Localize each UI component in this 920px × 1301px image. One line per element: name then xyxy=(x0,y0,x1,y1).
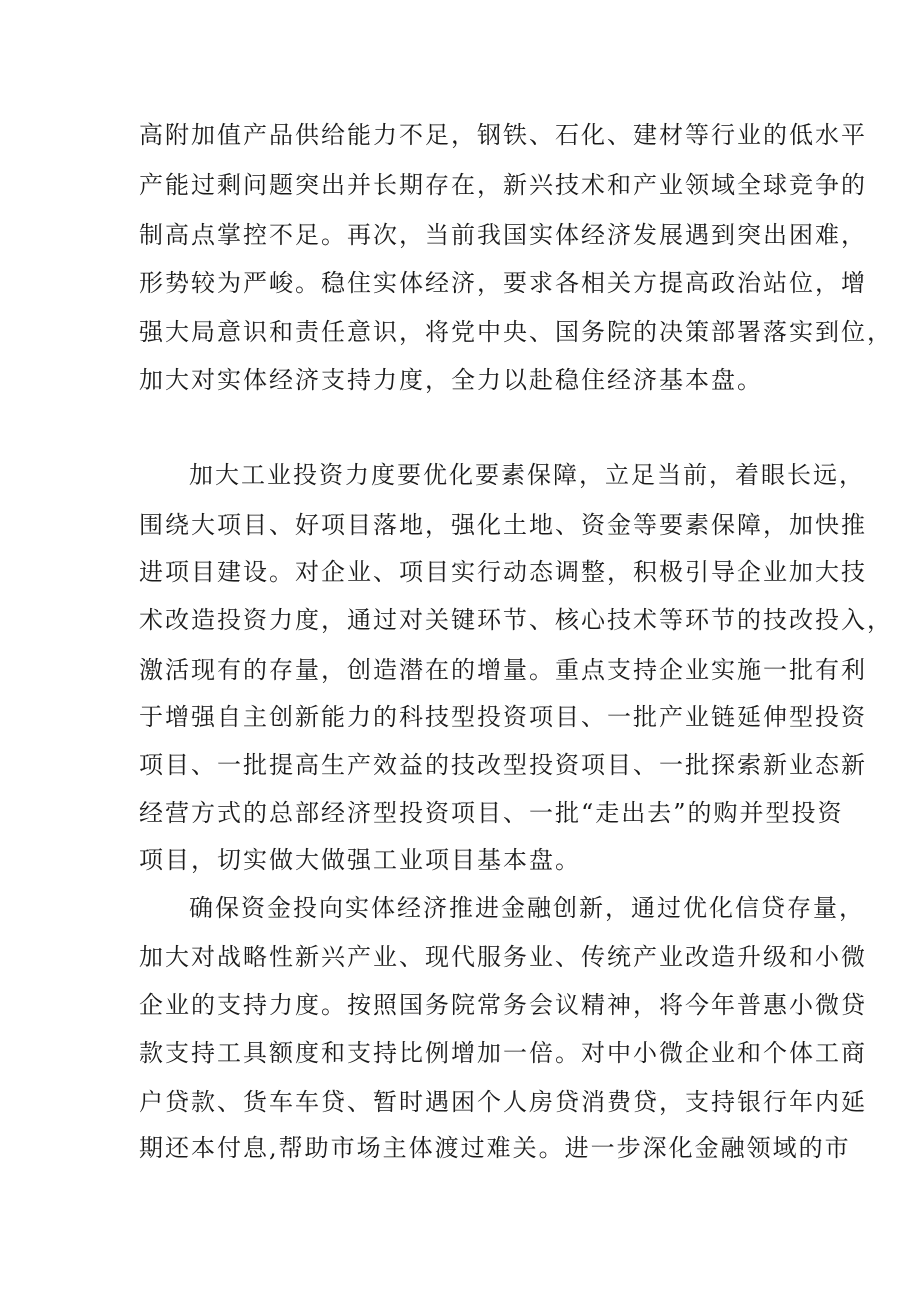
paragraph-line: 制高点掌控不足。再次，当前我国实体经济发展遇到突出困难， xyxy=(139,221,867,249)
paragraph-line: 强大局意识和责任意识，将党中央、国务院的决策部署落实到位， xyxy=(139,318,893,346)
paragraph-line: 加大对实体经济支持力度，全力以赴稳住经济基本盘。 xyxy=(139,366,763,394)
paragraph-line: 企业的支持力度。按照国务院常务会议精神，将今年普惠小微贷 xyxy=(139,991,867,1019)
paragraph-line: 经营方式的总部经济型投资项目、一批“走出去”的购并型投资 xyxy=(139,799,844,827)
paragraph-line: 项目，切实做大做强工业项目基本盘。 xyxy=(139,846,581,874)
paragraph-line: 项目、一批提高生产效益的技改型投资项目、一批探索新业态新 xyxy=(139,751,867,779)
paragraph-line: 激活现有的存量，创造潜在的增量。重点支持企业实施一批有利 xyxy=(139,656,867,684)
paragraph-line: 术改造投资力度，通过对关键环节、核心技术等环节的技改投入， xyxy=(139,606,893,634)
paragraph-line: 确保资金投向实体经济推进金融创新，通过优化信贷存量， xyxy=(189,894,865,922)
paragraph-line: 于增强自主创新能力的科技型投资项目、一批产业链延伸型投资 xyxy=(139,703,867,731)
paragraph-line: 户贷款、货车车贷、暂时遇困个人房贷消费贷，支持银行年内延 xyxy=(139,1088,867,1116)
paragraph-line: 围绕大项目、好项目落地，强化土地、资金等要素保障，加快推 xyxy=(139,511,867,539)
paragraph-line: 高附加值产品供给能力不足，钢铁、石化、建材等行业的低水平 xyxy=(139,121,867,149)
paragraph-line: 加大对战略性新兴产业、现代服务业、传统产业改造升级和小微 xyxy=(139,943,867,971)
paragraph-line: 形势较为严峻。稳住实体经济，要求各相关方提高政治站位，增 xyxy=(139,269,867,297)
paragraph-line: 进项目建设。对企业、项目实行动态调整，积极引导企业加大技 xyxy=(139,558,867,586)
paragraph-line: 产能过剩问题突出并长期存在，新兴技术和产业领域全球竞争的 xyxy=(139,171,867,199)
paragraph-line: 款支持工具额度和支持比例增加一倍。对中小微企业和个体工商 xyxy=(139,1039,867,1067)
paragraph-line: 期还本付息,帮助市场主体渡过难关。进一步深化金融领域的市 xyxy=(139,1134,851,1162)
paragraph-line: 加大工业投资力度要优化要素保障，立足当前，着眼长远， xyxy=(189,461,865,489)
